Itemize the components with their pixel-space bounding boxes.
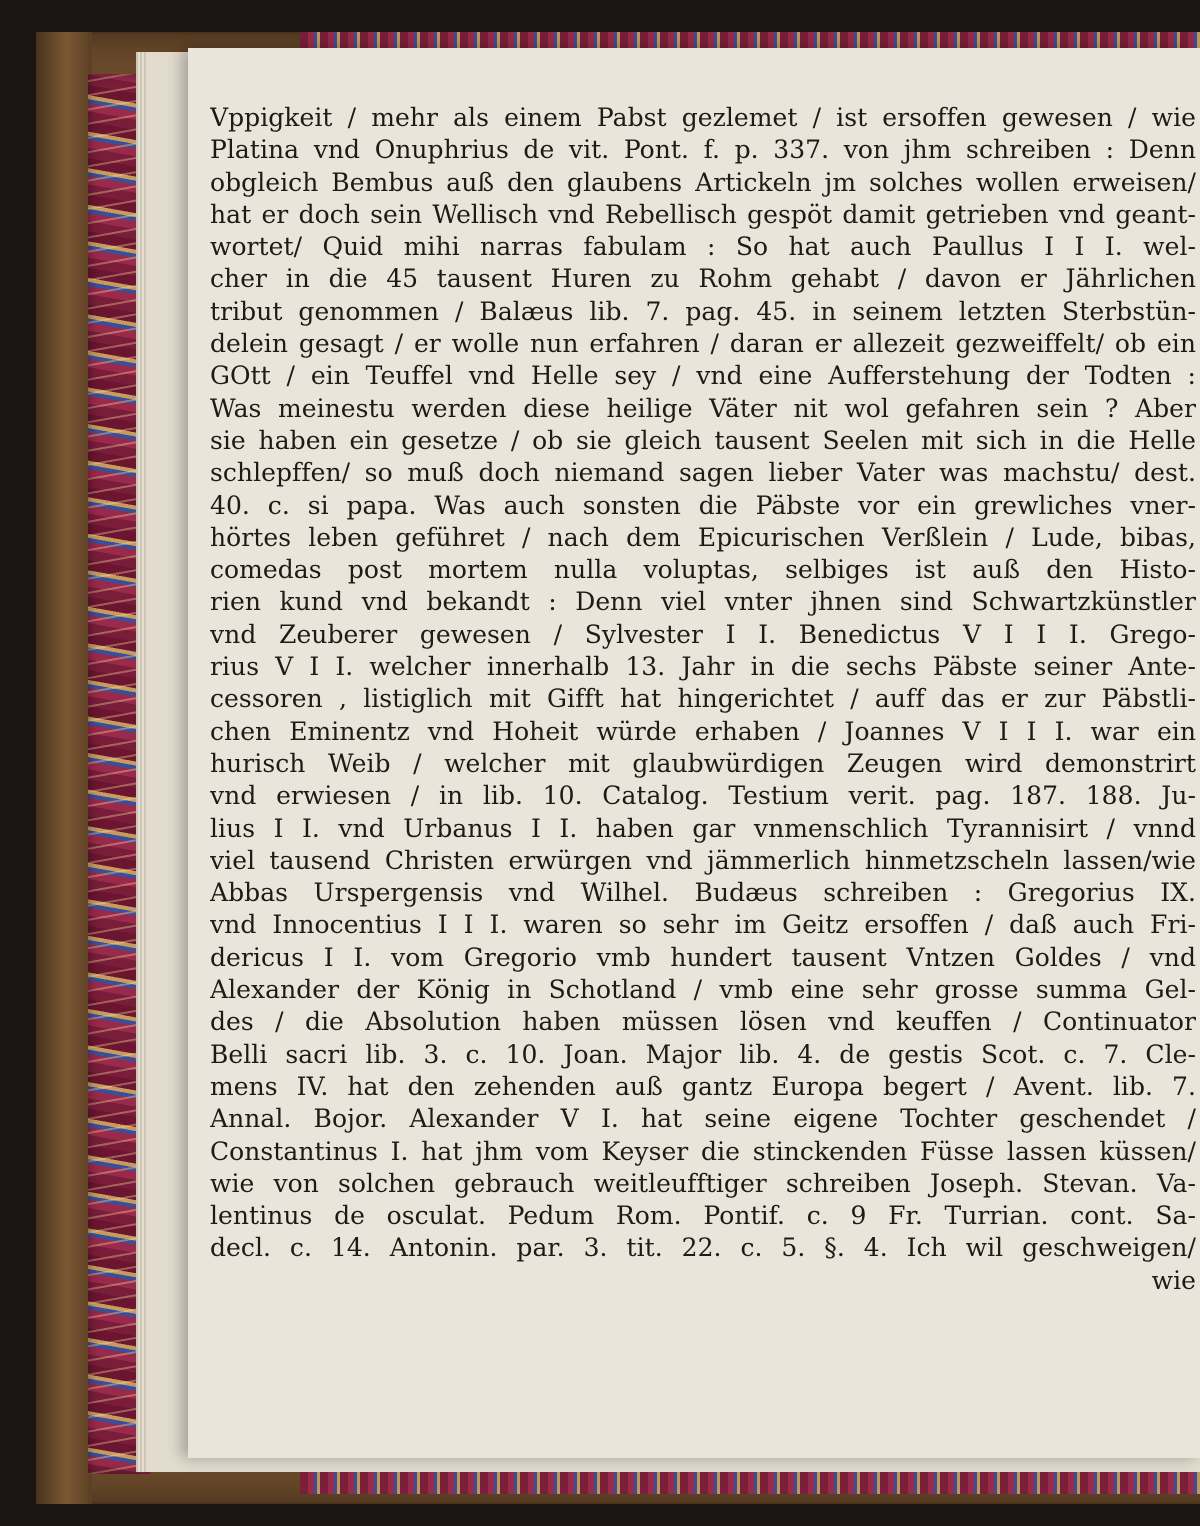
text-line: cessoren , listiglich mit Gifft hat hingerichtet / auff das er zur Päbstli-	[210, 684, 1196, 714]
page-text	[210, 102, 1196, 1297]
marbled-edge-bottom	[300, 1470, 1200, 1494]
marbled-endpaper-left	[88, 74, 150, 1474]
text-line: mens IV. hat den zehenden auß gantz Europa begert / Avent. lib. 7.	[210, 1071, 1196, 1101]
text-line: Belli sacri lib. 3. c. 10. Joan. Major lib. 4. de gestis Scot. c. 7. Cle-	[210, 1039, 1196, 1069]
text-line: comedas post mortem nulla voluptas, selbiges ist auß den Histo-	[210, 555, 1196, 585]
text-line: rius V I I. welcher innerhalb 13. Jahr in die sechs Päbste seiner Ante-	[210, 652, 1196, 682]
text-line: des / die Absolution haben müssen lösen vnd keuffen / Continuator	[210, 1007, 1196, 1037]
text-line: cher in die 45 tausent Huren zu Rohm gehabt / davon er Jährlichen	[210, 264, 1196, 294]
text-line: decl. c. 14. Antonin. par. 3. tit. 22. c. 5. §. 4. Ich wil geschweigen/	[210, 1233, 1196, 1263]
catchword: wie	[1151, 1265, 1196, 1295]
text-line: lius I I. vnd Urbanus I I. haben gar vnmenschlich Tyrannisirt / vnnd	[210, 813, 1196, 843]
text-line: vnd Zeuberer gewesen / Sylvester I I. Benedictus V I I I. Grego-	[210, 619, 1196, 649]
text-line: vnd erwiesen / in lib. 10. Catalog. Testium verit. pag. 187. 188. Ju-	[210, 781, 1196, 811]
text-line: schlepffen/ so muß doch niemand sagen lieber Vater was machstu/ dest.	[210, 458, 1196, 488]
text-line: vnd Innocentius I I I. waren so sehr im Geitz ersoffen / daß auch Fri-	[210, 910, 1196, 940]
text-line: Was meinestu werden diese heilige Väter nit wol gefahren sein ? Aber	[210, 393, 1196, 423]
text-line: hörtes leben geführet / nach dem Epicurischen Verßlein / Lude, bibas,	[210, 522, 1196, 552]
text-line: hurisch Weib / welcher mit glaubwürdigen Zeugen wird demonstrirt	[210, 748, 1196, 778]
text-line: viel tausend Christen erwürgen vnd jämmerlich hinmetzscheln lassen/wie	[210, 845, 1196, 875]
text-line: Annal. Bojor. Alexander V I. hat seine eigene Tochter geschendet /	[210, 1104, 1196, 1134]
text-line: tribut genommen / Balæus lib. 7. pag. 45. in seinem letzten Sterbstün-	[210, 296, 1196, 326]
text-line: Constantinus I. hat jhm vom Keyser die stinckenden Füsse lassen küssen/	[210, 1136, 1196, 1166]
text-line: lentinus de osculat. Pedum Rom. Pontif. c. 9 Fr. Turrian. cont. Sa-	[210, 1201, 1196, 1231]
text-line: Platina vnd Onuphrius de vit. Pont. f. p. 337. von jhm schreiben : Denn	[210, 135, 1196, 165]
text-line: delein gesagt / er wolle nun erfahren / daran er allezeit gezweiffelt/ ob ein	[210, 329, 1196, 359]
text-line: GOtt / ein Teuffel vnd Helle sey / vnd eine Aufferstehung der Todten :	[210, 361, 1196, 391]
text-line: Abbas Urspergensis vnd Wilhel. Budæus schreiben : Gregorius IX.	[210, 878, 1196, 908]
text-line: chen Eminentz vnd Hoheit würde erhaben / Joannes V I I I. war ein	[210, 716, 1196, 746]
text-line: dericus I I. vom Gregorio vmb hundert tausent Vntzen Goldes / vnd	[210, 942, 1196, 972]
text-line: rien kund vnd bekandt : Denn viel vnter jhnen sind Schwartzkünstler	[210, 587, 1196, 617]
spine-leather	[36, 32, 92, 1504]
text-line: hat er doch sein Wellisch vnd Rebellisch gespöt damit getrieben vnd geant-	[210, 199, 1196, 229]
text-line: wortet/ Quid mihi narras fabulam : So hat auch Paullus I I I. wel-	[210, 232, 1196, 262]
text-line: Alexander der König in Schotland / vmb eine sehr grosse summa Gel-	[210, 975, 1196, 1005]
text-line: sie haben ein gesetze / ob sie gleich tausent Seelen mit sich in die Helle	[210, 425, 1196, 455]
text-line: wie von solchen gebrauch weitleufftiger schreiben Joseph. Stevan. Va-	[210, 1168, 1196, 1198]
text-line: 40. c. si papa. Was auch sonsten die Päbste vor ein grewliches vner-	[210, 490, 1196, 520]
text-line: obgleich Bembus auß den glaubens Artickeln jm solches wollen erweisen/	[210, 167, 1196, 197]
text-line: Vppigkeit / mehr als einem Pabst gezlemet / ist ersoffen gewesen / wie	[210, 103, 1196, 132]
